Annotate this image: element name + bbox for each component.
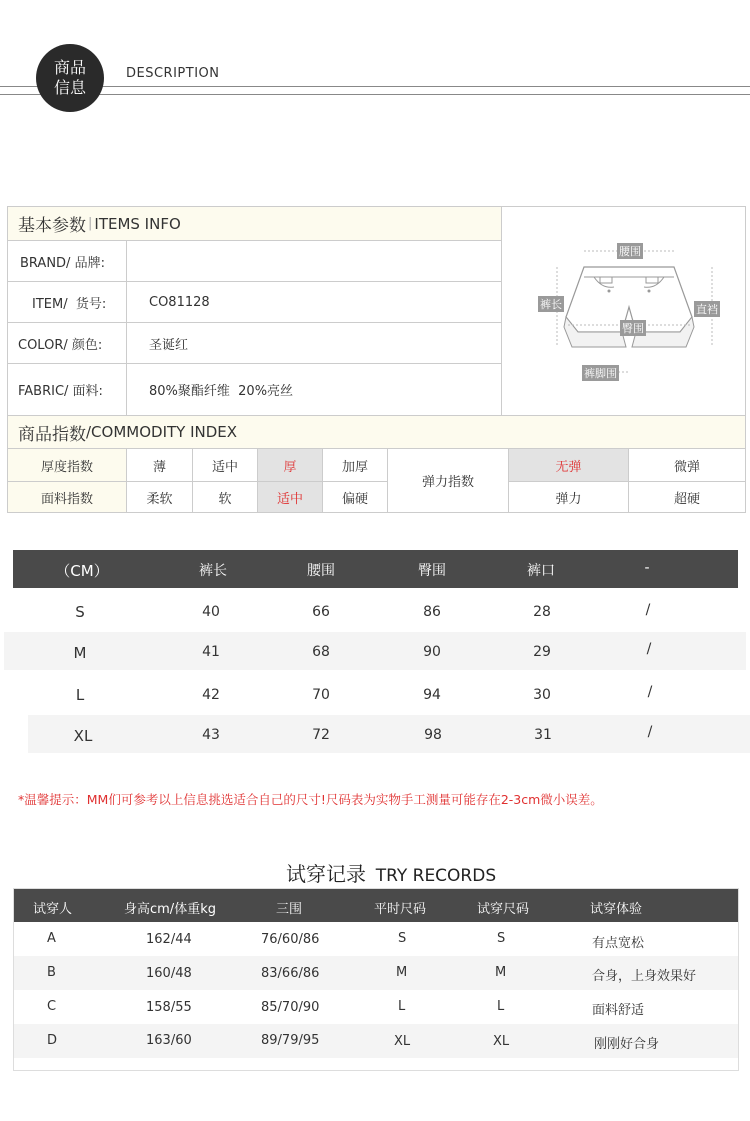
elasticity-option-text: 超硬 [673,491,700,507]
info-label-brand [8,240,126,281]
softness-option [322,481,387,512]
elasticity-option-text: 无弹 [555,459,582,475]
size-cell: 70 [312,687,330,703]
sizing-tip: *温馨提示：MM们可参考以上信息挑选适合自己的尺寸!尺码表为实物手工测量可能存在2-3cm微小误差。 [18,792,603,807]
size-cell: 90 [423,644,441,660]
softness-option-text: 柔软 [146,491,173,507]
info-label-item [8,281,126,322]
size-cell: 40 [202,604,220,620]
softness-label [8,481,126,512]
try-col-header: 试穿体验 [590,902,643,917]
size-cell: / [647,724,653,740]
size-col-header: 裤口 [527,563,555,579]
elasticity-option-selected [508,448,628,481]
fabric-label: FABRIC/ 面料: [18,384,103,399]
try-cell: 158/55 [146,1000,192,1015]
try-cell: 85/70/90 [261,1000,320,1015]
info-value-item [126,281,501,322]
try-cell: 163/60 [146,1033,192,1048]
commodity-title-cn: 商品指数 [18,424,86,445]
softness-option-text: 偏硬 [341,491,368,507]
try-cell: 有点宽松 [592,936,645,951]
size-cell: M [73,644,87,662]
size-diagram-panel [501,207,745,415]
thickness-option [126,448,192,481]
try-col-header: 试穿尺码 [477,902,530,917]
softness-option-text: 软 [218,491,232,507]
thickness-option-text: 加厚 [341,459,368,475]
try-cell: M [396,965,408,980]
description-title: DESCRIPTION [126,66,220,81]
size-table-header [13,550,738,588]
commodity-index-title [8,415,745,448]
size-cell: 41 [202,644,220,660]
softness-label-text: 面料指数 [40,491,93,507]
try-col-header: 试穿人 [33,902,73,917]
section-badge [36,44,104,112]
thickness-option-text: 适中 [211,459,238,475]
try-cell: 76/60/86 [261,932,320,947]
try-row [14,922,738,956]
size-cell: 94 [423,687,441,703]
size-col-header: （CM） [55,562,109,580]
size-cell: 31 [534,727,552,743]
softness-option [126,481,192,512]
header-rule-bottom [0,94,750,95]
try-cell: A [47,931,56,946]
size-cell: / [645,602,651,618]
size-cell: 30 [533,687,551,703]
size-cell: 86 [423,604,441,620]
try-cell: C [47,999,57,1014]
diagram-label-rise: 直裆 [696,303,718,316]
size-col-header: 臀围 [418,563,446,579]
softness-option [192,481,257,512]
thickness-option-selected [257,448,322,481]
items-info-box [7,206,746,513]
try-cell: B [47,965,56,980]
try-cell: S [398,931,407,946]
info-label-fabric [8,363,126,415]
try-col-header: 身高cm/体重kg [124,902,216,917]
try-records-title [286,858,496,887]
try-cell: XL [493,1034,510,1049]
badge-line1: 商品 [53,58,86,77]
size-row [4,632,746,670]
elasticity-option [508,481,628,512]
try-cell: L [398,999,406,1014]
try-cell: 合身，上身效果好 [592,969,697,984]
try-row [14,956,738,990]
try-cell: 160/48 [146,966,192,981]
size-cell: / [646,641,652,657]
size-cell: 29 [533,644,551,660]
info-value-color [126,322,501,363]
color-value: 圣诞红 [149,337,189,353]
size-row [0,592,750,630]
try-records-table [13,888,739,1071]
try-cell: 刚刚好合身 [594,1037,660,1052]
try-col-header: 三围 [276,902,303,917]
items-info-title [8,207,501,240]
softness-option-selected [257,481,322,512]
diagram-label-waist: 腰围 [619,245,641,258]
try-cell: 面料舒适 [592,1003,645,1018]
size-cell: / [647,684,653,700]
try-row [14,990,738,1024]
try-title-en: TRY RECORDS [375,866,497,886]
badge-line2: 信息 [53,78,86,97]
try-row [14,1024,738,1058]
size-cell: 66 [312,604,330,620]
size-cell: 28 [533,604,551,620]
size-cell: L [75,686,85,704]
fabric-value: 80%聚酯纤维 20%亮丝 [149,384,294,399]
try-title-cn: 试穿记录 [286,862,366,886]
size-cell: 43 [202,727,220,743]
diagram-label-hip: 臀围 [622,322,644,335]
diagram-label-leg: 裤脚围 [584,367,617,380]
size-col-header: 裤长 [199,563,227,579]
elasticity-label-text: 弹力指数 [421,475,474,490]
info-label-color [8,322,126,363]
title-separator: | [88,216,93,231]
size-cell: 42 [202,687,220,703]
size-col-header: 腰围 [307,563,335,579]
softness-option-text: 适中 [276,491,303,507]
elasticity-option [628,481,745,512]
size-row [28,715,750,753]
size-cell: S [75,603,85,621]
color-label: COLOR/ 颜色: [18,337,103,353]
try-cell: 89/79/95 [261,1033,320,1048]
elasticity-option-text: 弹力 [555,491,582,507]
try-cell: S [497,931,506,946]
items-info-title-cn: 基本参数 [18,216,86,236]
try-cell: D [47,1033,58,1048]
try-table-header [14,889,738,922]
size-cell: 68 [312,644,330,660]
try-cell: M [495,965,507,980]
header-rule-top [0,86,750,87]
size-col-header: - [644,560,650,576]
thickness-option [322,448,387,481]
size-cell: 98 [424,727,442,743]
try-cell: 162/44 [146,932,192,947]
thickness-option-text: 厚 [283,459,297,475]
brand-label: BRAND/ 品牌: [20,255,105,271]
size-cell: XL [73,727,93,745]
thickness-option-text: 薄 [152,459,166,475]
commodity-title-en: /COMMODITY INDEX [86,423,238,441]
try-cell: XL [394,1034,411,1049]
thickness-option [192,448,257,481]
item-value: CO81128 [149,294,210,310]
items-info-title-en: ITEMS INFO [94,214,181,233]
elasticity-label [387,448,508,512]
size-row [0,675,750,713]
item-label: ITEM/ 货号: [32,296,107,312]
thickness-label [8,448,126,481]
info-value-brand [126,240,501,281]
try-cell: 83/66/86 [261,966,320,981]
info-value-fabric [126,363,501,415]
diagram-label-length: 裤长 [540,298,562,311]
try-col-header: 平时尺码 [374,902,427,917]
elasticity-option [628,448,745,481]
try-cell: L [497,999,505,1014]
size-cell: 72 [312,727,330,743]
thickness-label-text: 厚度指数 [40,459,93,475]
elasticity-option-text: 微弹 [673,459,700,475]
